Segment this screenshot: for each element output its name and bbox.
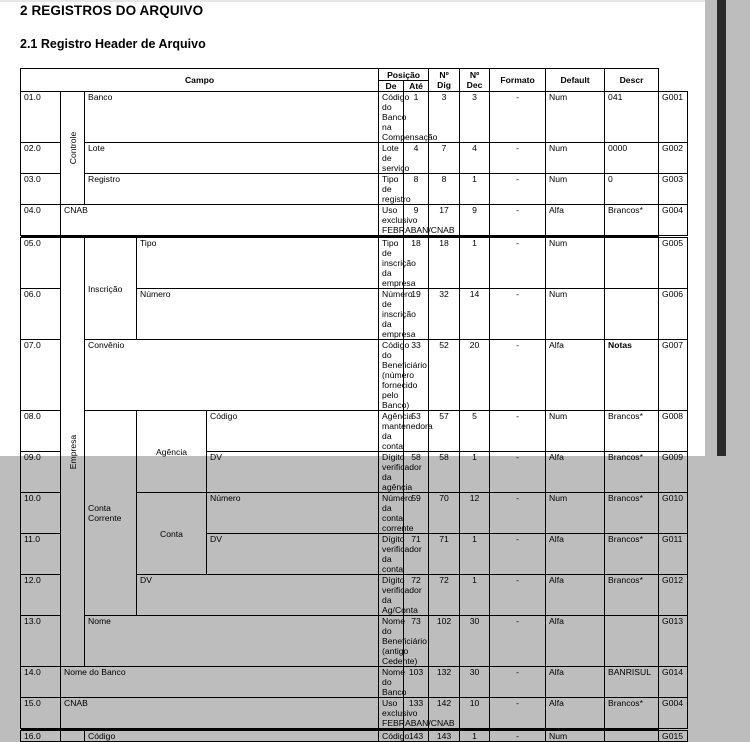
field-name: Número [207,493,379,534]
field-description: Código [379,731,404,742]
field-description: Número da conta corrente [379,493,404,534]
num-dig: 5 [460,411,490,452]
table-row [21,340,688,411]
default-value: Brancos* [605,698,659,729]
format: Num [546,238,605,289]
num-dec: - [490,174,546,205]
pos-de: 71 [404,534,429,575]
num-dec: - [490,575,546,616]
field-name: Código [207,411,379,452]
table-row [21,731,688,742]
col-header-ate: Até [404,81,429,92]
descr-code: G010 [659,493,688,534]
descr-code: G009 [659,452,688,493]
default-value: Brancos* [605,493,659,534]
pos-de: 19 [404,289,429,340]
field-description: Lote de serviço [379,143,404,174]
num-dec: - [490,534,546,575]
pos-de: 58 [404,452,429,493]
format: Num [546,174,605,205]
descr-code: G006 [659,289,688,340]
default-value: 0000 [605,143,659,174]
format: Alfa [546,667,605,698]
descr-code: G015 [659,731,688,742]
num-dec: - [490,340,546,411]
pos-ate: 32 [429,289,460,340]
section-heading: 2 REGISTROS DO ARQUIVO [20,3,204,18]
default-value: BANRISUL [605,667,659,698]
default-value [605,289,659,340]
field-name: DV [137,575,379,616]
group-spacer [61,731,85,742]
num-dec: - [490,411,546,452]
num-dig: 1 [460,238,490,289]
default-value: 041 [605,92,659,143]
field-name: Código [85,731,379,742]
field-description: Agência mantenedora da conta [379,411,404,452]
group-label-controle: Controle [61,92,85,205]
num-dec: - [490,238,546,289]
viewer-side-panel [705,0,750,456]
field-description: Tipo de inscrição da empresa [379,238,404,289]
descr-code: G004 [659,698,688,729]
pos-de: 143 [404,731,429,742]
default-value: 0 [605,174,659,205]
table-row [21,205,688,236]
format: Alfa [546,616,605,667]
header-record-table [20,68,688,742]
row-number: 01.0 [21,92,61,143]
label-conta-corrente: Conta Corrente [85,411,137,616]
field-name: DV [207,534,379,575]
col-header-campo: Campo [21,69,379,92]
table-row [21,238,688,289]
num-dig: 3 [460,92,490,143]
row-number: 10.0 [21,493,61,534]
format: Num [546,731,605,742]
num-dig: 1 [460,452,490,493]
row-number: 12.0 [21,575,61,616]
row-number: 06.0 [21,289,61,340]
pos-ate: 71 [429,534,460,575]
table-header-row [21,69,688,81]
num-dig: 30 [460,667,490,698]
pos-ate: 142 [429,698,460,729]
col-header-formato: Formato [490,69,546,92]
row-number: 05.0 [21,238,61,289]
row-number: 09.0 [21,452,61,493]
field-description: Dígito verificador da agência [379,452,404,493]
default-value [605,616,659,667]
default-value: Brancos* [605,534,659,575]
col-header-descr: Descr [605,69,659,92]
table-row [21,698,688,729]
pos-ate: 132 [429,667,460,698]
pos-de: 133 [404,698,429,729]
field-name: Lote [85,143,379,174]
default-value: Brancos* [605,575,659,616]
field-name: Nome do Banco [61,667,379,698]
pos-ate: 72 [429,575,460,616]
pos-de: 1 [404,92,429,143]
descr-code: G005 [659,238,688,289]
col-header-dec: Nº Dec [460,69,490,92]
format: Num [546,92,605,143]
row-number: 15.0 [21,698,61,729]
field-description: Código do Banco na Compensação [379,92,404,143]
row-number: 16.0 [21,731,61,742]
num-dig: 1 [460,575,490,616]
pos-de: 18 [404,238,429,289]
format: Num [546,493,605,534]
pos-de: 53 [404,411,429,452]
field-description: Código do Beneficiário (número fornecido pelo Banco) [379,340,404,411]
col-header-default: Default [546,69,605,92]
col-header-dig: Nº Dig [429,69,460,92]
table-row [21,616,688,667]
descr-code: G004 [659,205,688,236]
descr-code: G001 [659,92,688,143]
row-number: 02.0 [21,143,61,174]
format: Alfa [546,452,605,493]
field-description: Nome do Banco [379,667,404,698]
pos-ate: 102 [429,616,460,667]
num-dig: 1 [460,731,490,742]
table-row [21,667,688,698]
pos-ate: 18 [429,238,460,289]
row-number: 04.0 [21,205,61,236]
field-name: DV [207,452,379,493]
label-conta: Conta [137,493,207,575]
default-value: Brancos* [605,452,659,493]
format: Num [546,143,605,174]
num-dec: - [490,452,546,493]
col-header-de: De [379,81,404,92]
pos-de: 59 [404,493,429,534]
group-label-empresa: Empresa [61,238,85,667]
default-value [605,731,659,742]
pos-de: 9 [404,205,429,236]
num-dig: 1 [460,534,490,575]
num-dec: - [490,92,546,143]
default-value: Brancos* [605,205,659,236]
pos-ate: 57 [429,411,460,452]
pos-de: 103 [404,667,429,698]
pos-ate: 58 [429,452,460,493]
descr-code: G008 [659,411,688,452]
num-dig: 9 [460,205,490,236]
pos-de: 73 [404,616,429,667]
pos-ate: 52 [429,340,460,411]
format: Num [546,289,605,340]
descr-code: G007 [659,340,688,411]
pos-ate: 17 [429,205,460,236]
num-dec: - [490,289,546,340]
field-description: Dígito verificador da conta [379,534,404,575]
descr-code: G012 [659,575,688,616]
row-number: 03.0 [21,174,61,205]
field-name: Nome [85,616,379,667]
pos-ate: 70 [429,493,460,534]
num-dec: - [490,205,546,236]
num-dig: 14 [460,289,490,340]
num-dig: 1 [460,174,490,205]
field-name: Convênio [85,340,379,411]
table-row [21,174,688,205]
label-inscricao: Inscrição [85,238,137,340]
row-number: 14.0 [21,667,61,698]
field-description: Uso exclusivo FEBRABAN/CNAB [379,698,404,729]
pos-ate: 8 [429,174,460,205]
descr-code: G011 [659,534,688,575]
pos-de: 33 [404,340,429,411]
default-value: Brancos* [605,411,659,452]
num-dec: - [490,616,546,667]
field-name: Tipo [137,238,379,289]
format: Alfa [546,534,605,575]
descr-code: G014 [659,667,688,698]
pos-ate: 143 [429,731,460,742]
pos-ate: 3 [429,92,460,143]
pos-de: 4 [404,143,429,174]
format: Alfa [546,205,605,236]
format: Num [546,411,605,452]
field-name: CNAB [61,205,379,236]
subsection-heading: 2.1 Registro Header de Arquivo [20,37,206,51]
descr-code: G002 [659,143,688,174]
field-description: Dígito verificador da Ag/Conta [379,575,404,616]
field-description: Número de inscrição da empresa [379,289,404,340]
num-dec: - [490,667,546,698]
pos-de: 72 [404,575,429,616]
format: Alfa [546,340,605,411]
pos-de: 8 [404,174,429,205]
field-description: Uso exclusivo FEBRABAN/CNAB [379,205,404,236]
row-number: 08.0 [21,411,61,452]
label-agencia: Agência [137,411,207,493]
row-number: 07.0 [21,340,61,411]
pos-ate: 7 [429,143,460,174]
descr-code: G013 [659,616,688,667]
num-dig: 4 [460,143,490,174]
num-dig: 10 [460,698,490,729]
field-description: Tipo de registro [379,174,404,205]
table-row [21,143,688,174]
page-top-edge [0,0,705,2]
field-name: Registro [85,174,379,205]
row-number: 13.0 [21,616,61,667]
field-name: Número [137,289,379,340]
viewer-scrollbar[interactable] [717,0,726,456]
field-description: Nome do Beneficiário (antigo Cedente) [379,616,404,667]
row-number: 11.0 [21,534,61,575]
field-name: Banco [85,92,379,143]
num-dig: 20 [460,340,490,411]
default-value [605,238,659,289]
num-dec: - [490,698,546,729]
default-value: Notas [605,340,659,411]
table-row [21,411,688,452]
num-dec: - [490,493,546,534]
num-dig: 30 [460,616,490,667]
col-header-posicao: Posição [379,69,429,81]
num-dig: 12 [460,493,490,534]
format: Alfa [546,698,605,729]
num-dec: - [490,731,546,742]
descr-code: G003 [659,174,688,205]
field-name: CNAB [61,698,379,729]
format: Alfa [546,575,605,616]
num-dec: - [490,143,546,174]
table-row [21,92,688,143]
